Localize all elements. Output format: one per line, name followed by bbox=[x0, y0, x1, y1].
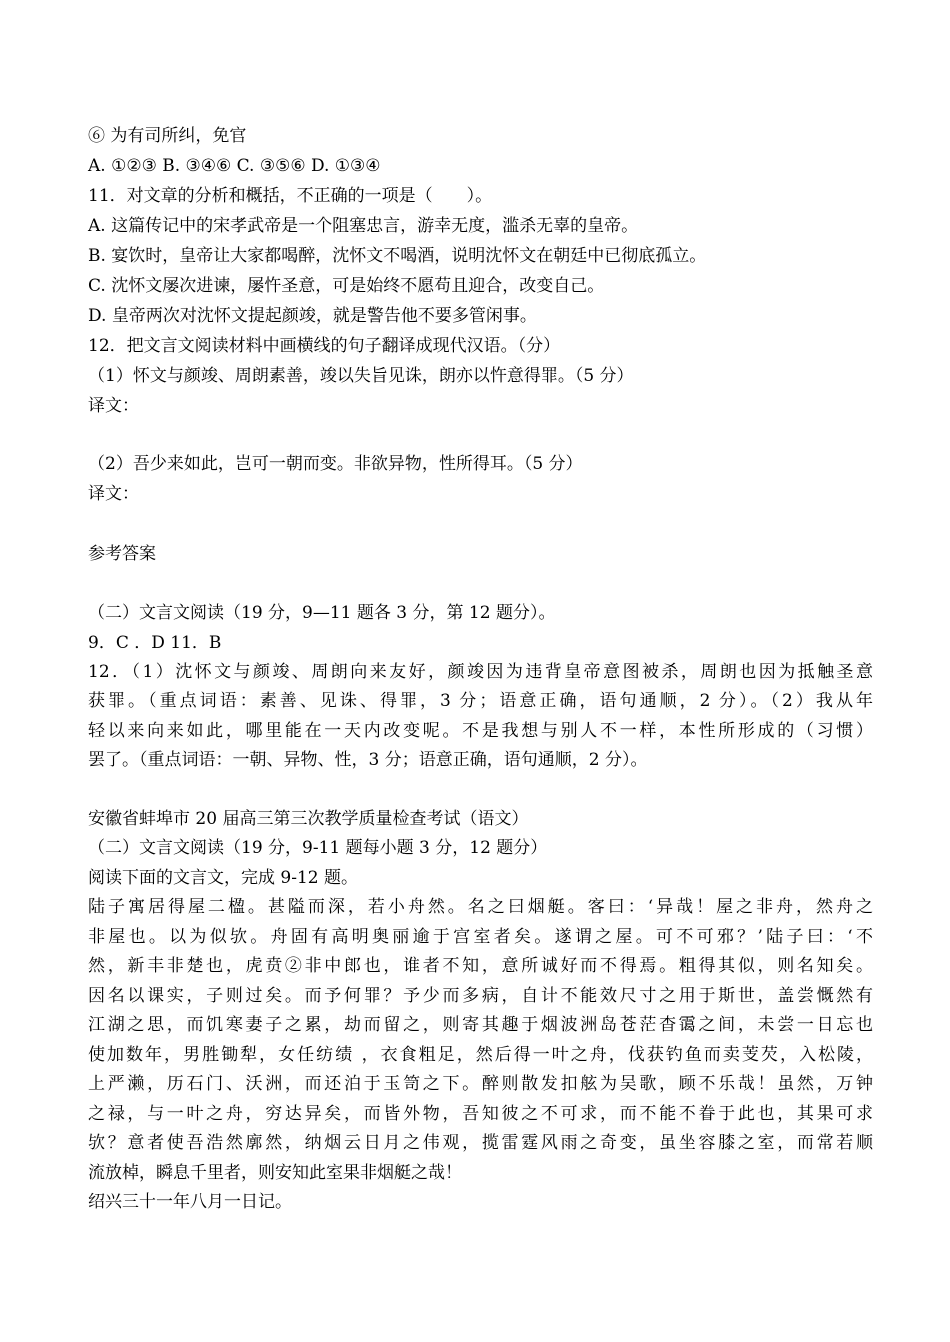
text-line: 绍兴三十一年八月一日记。 bbox=[88, 1192, 292, 1212]
text-line: 江湖之思，而饥寒妻子之累，劫而留之，则寄其趣于烟波洲岛苍茫杳霭之间，未尝一日忘也 bbox=[88, 1015, 873, 1035]
text-line: 使加数年，男胜锄犁，女任纺绩 ，衣食粗足，然后得一叶之舟，伐获钓鱼而卖芰芡，入松陵， bbox=[88, 1045, 873, 1065]
text-line: 阅读下面的文言文，完成 9-12 题。 bbox=[88, 868, 358, 888]
text-line: 译文： bbox=[88, 484, 139, 504]
text-line: （2）吾少来如此，岂可一朝而变。非欲异物，性所得耳。（5 分） bbox=[88, 454, 583, 474]
text-line: 因名以课实，子则过矣。而予何罪？予少而多病，自计不能效尺寸之用于斯世，盖尝慨然有 bbox=[88, 986, 873, 1006]
text-line: 罢了。（重点词语：一朝、异物、性，3 分；语意正确，语句通顺，2 分）。 bbox=[88, 750, 648, 770]
text-line: B. 宴饮时，皇帝让大家都喝醉，沈怀文不喝酒，说明沈怀文在朝廷中已彻底孤立。 bbox=[88, 246, 707, 266]
text-line: C. 沈怀文屡次进谏，屡忤圣意，可是始终不愿苟且迎合，改变自己。 bbox=[88, 276, 605, 296]
text-line: 获罪。（重点词语：素善、见诛、得罪，3 分；语意正确，语句通顺，2 分）。（2）我从年 bbox=[88, 691, 873, 711]
text-line: 然，新丰非楚也，虎贲②非中郎也，谁者不知，意所诚好而不得焉。粗得其似，则名知矣。 bbox=[88, 956, 873, 976]
text-line: （二）文言文阅读（19 分，9—11 题各 3 分，第 12 题分）。 bbox=[88, 603, 556, 623]
text-line: 陆子寓居得屋二楹。甚隘而深，若小舟然。名之曰烟艇。客曰：‘异哉！屋之非舟，然舟之 bbox=[88, 897, 873, 917]
text-line: （1）怀文与颜竣、周朗素善，竣以失旨见诛，朗亦以忤意得罪。（5 分） bbox=[88, 366, 634, 386]
text-line: 12．（1）沈怀文与颜竣、周朗向来友好，颜竣因为违背皇帝意图被杀，周朗也因为抵触圣意 bbox=[88, 662, 873, 682]
text-line: A. ①②③ B. ③④⑥ C. ③⑤⑥ D. ①③④ bbox=[88, 156, 381, 176]
text-line: 参考答案 bbox=[88, 544, 156, 564]
text-line: 上严濑，历石门、沃洲，而还泊于玉笥之下。醉则散发扣舷为吴歌，顾不乐哉！虽然，万钟 bbox=[88, 1074, 873, 1094]
text-line: 12．把文言文阅读材料中画横线的句子翻译成现代汉语。（分） bbox=[88, 336, 561, 356]
text-line: 译文： bbox=[88, 396, 139, 416]
text-line: 安徽省蚌埠市 20 届高三第三次教学质量检查考试（语文） bbox=[88, 809, 529, 829]
text-line: 欤？意者使吾浩然廓然，纳烟云日月之伟观，揽雷霆风雨之奇变，虽坐容膝之室，而常若顺 bbox=[88, 1133, 873, 1153]
text-line: 9．C ．D 11．B bbox=[88, 633, 222, 653]
text-line: 轻以来向来如此，哪里能在一天内改变呢。不是我想与别人不一样，本性所形成的（习惯） bbox=[88, 721, 873, 741]
text-line: D. 皇帝两次对沈怀文提起颜竣，就是警告他不要多管闲事。 bbox=[88, 306, 537, 326]
text-line: A. 这篇传记中的宋孝武帝是一个阻塞忠言，游幸无度，滥杀无辜的皇帝。 bbox=[88, 216, 639, 236]
text-line: ⑥ 为有司所纠，免官 bbox=[88, 126, 247, 146]
text-line: （二）文言文阅读（19 分，9-11 题每小题 3 分，12 题分） bbox=[88, 838, 548, 858]
text-line: 之禄，与一叶之舟，穷达异矣，而皆外物，吾知彼之不可求，而不能不眷于此也，其果可求 bbox=[88, 1104, 873, 1124]
text-line: 流放棹，瞬息千里者，则安知此室果非烟艇之哉！ bbox=[88, 1163, 462, 1183]
text-line: 非屋也。以为似欤。舟固有高明奥丽逾于宫室者矣。遂谓之屋。可不可邪？’陆子曰：‘不 bbox=[88, 927, 873, 947]
text-line: 11．对文章的分析和概括，不正确的一项是（ ）。 bbox=[88, 186, 493, 206]
